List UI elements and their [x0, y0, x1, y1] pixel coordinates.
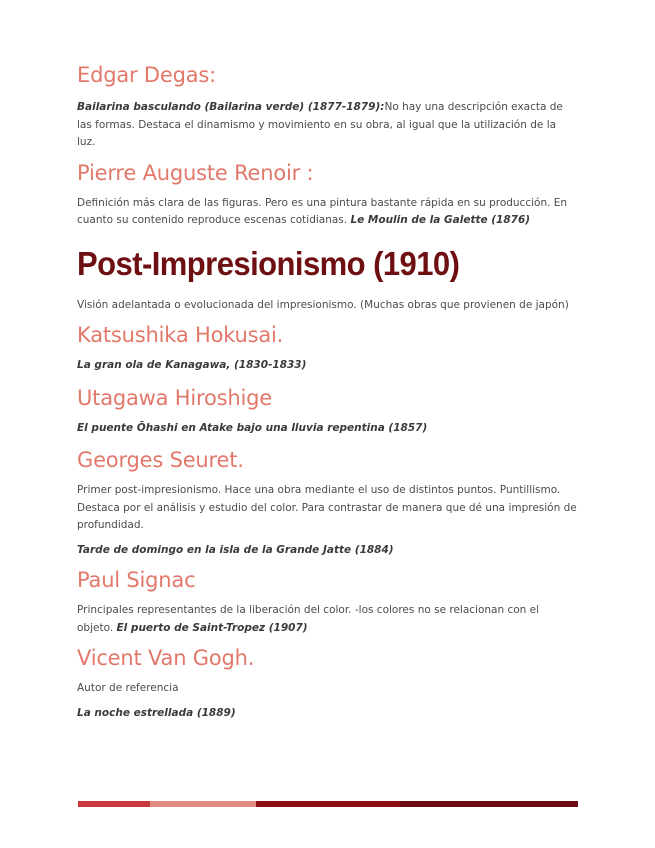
paragraph-renoir — [77, 195, 577, 230]
work-title-hokusai: La gran ola de Kanagawa, (1830-1833) — [77, 359, 307, 371]
footer-color-bar — [78, 801, 578, 807]
paragraph-signac — [77, 602, 577, 637]
work-title-seurat: Tarde de domingo en la isla de la Grande Jatte (1884) — [77, 543, 394, 556]
footer-bar-segment-3 — [256, 801, 400, 807]
description-renoir: Definición más clara de las figuras. Pero es una pintura bastante rápida en su producción. En cuanto su contenido reproduce escenas cotidianas. — [77, 196, 568, 226]
paragraph-seurat-work — [77, 542, 577, 560]
heading-renoir: Pierre Auguste Renoir : — [77, 160, 314, 185]
heading-seurat: Georges Seuret. — [77, 448, 244, 472]
description-signac: Principales representantes de la liberación del color. -los colores no se relacionan con el objeto. — [77, 604, 540, 634]
footer-bar-segment-4 — [400, 801, 578, 807]
description-degas: No hay una descripción exacta de las formas. Destaca el dinamismo y movimiento en su obra, al igual que la utilización de la luz. — [77, 101, 563, 148]
paragraph-hiroshige — [77, 420, 577, 438]
work-title-hiroshige: El puente Ōhashi en Atake bajo una lluvia repentina (1857) — [77, 421, 428, 434]
heading-hokusai: Katsushika Hokusai. — [77, 323, 284, 347]
document-body — [77, 62, 577, 722]
paragraph-vangogh: Autor de referencia — [77, 682, 179, 694]
work-title-signac: El puerto de Saint-Tropez (1907) — [116, 621, 308, 634]
paragraph-seurat: Primer post-impresionismo. Hace una obra mediante el uso de distintos puntos. Puntillismo. Destaca por el análisis y estudio del color. Para contrastar de manera que dé una impresión de profundidad. — [77, 484, 577, 531]
paragraph-vangogh-work — [77, 705, 577, 723]
paragraph-hokusai — [77, 357, 577, 375]
heading-degas: Edgar Degas: — [77, 63, 217, 87]
heading-post-impresionismo: Post-Impresionismo (1910) — [77, 244, 460, 282]
footer-bar-segment-2 — [150, 801, 256, 807]
heading-signac: Paul Signac — [77, 568, 196, 592]
work-title-vangogh: La noche estrellada (1889) — [77, 706, 236, 719]
paragraph-post-impresionismo: Visión adelantada o evolucionada del impresionismo. (Muchas obras que provienen de japón) — [77, 298, 569, 311]
work-title-renoir: Le Moulin de la Galette (1876) — [350, 214, 531, 226]
work-title-degas: Bailarina basculando (Bailarina verde) (1877-1879): — [77, 101, 385, 113]
heading-hiroshige: Utagawa Hiroshige — [77, 385, 272, 410]
heading-vangogh: Vicent Van Gogh. — [77, 646, 255, 670]
paragraph-degas — [77, 99, 577, 152]
footer-bar-segment-1 — [78, 801, 150, 807]
